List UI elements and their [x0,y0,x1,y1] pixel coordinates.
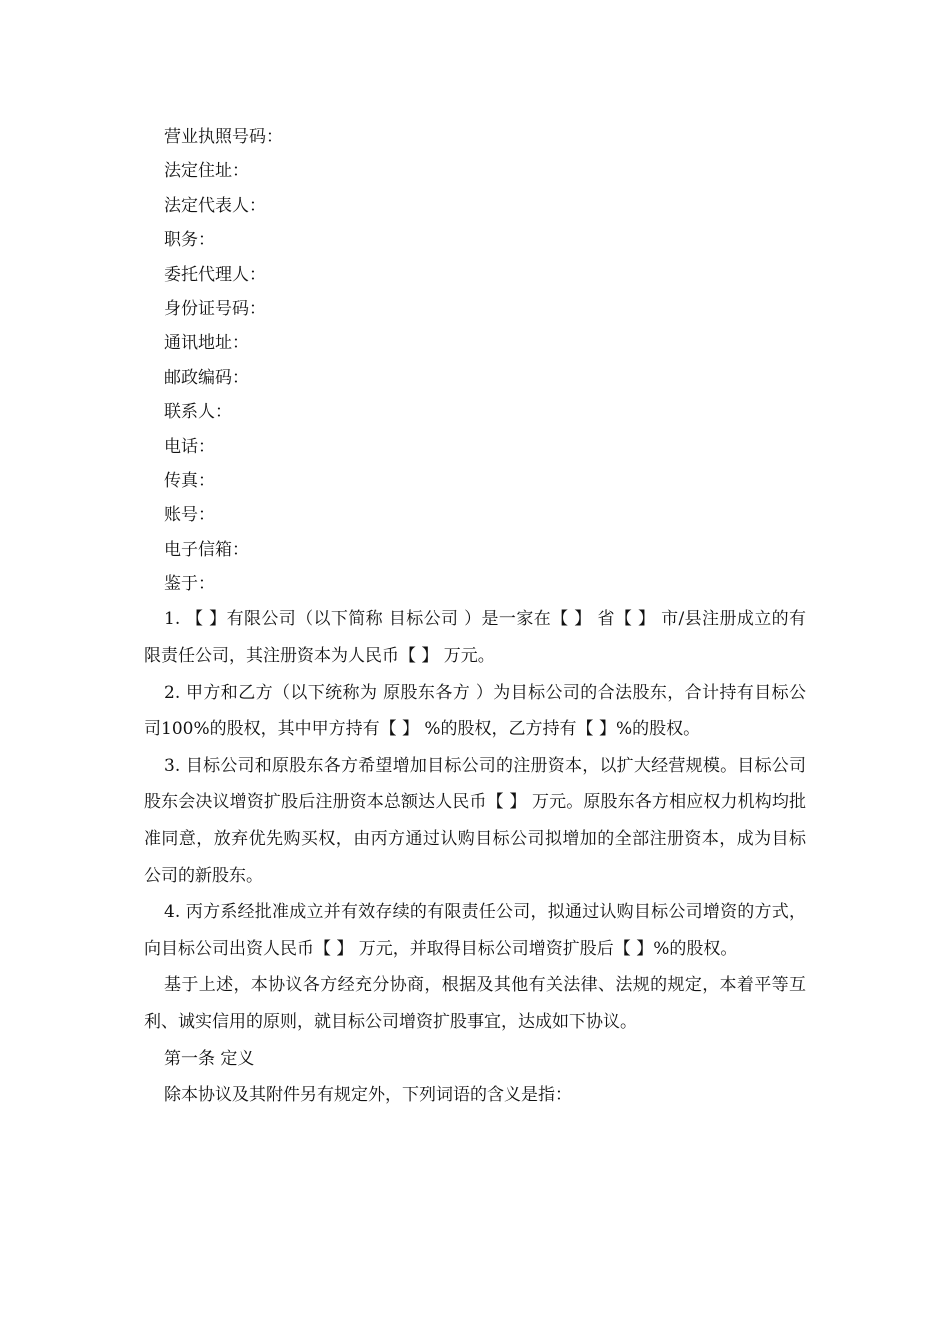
article-1-heading: 第一条 定义 [164,1048,255,1069]
field-contact-person: 联系人： [164,402,232,423]
field-business-license-number: 营业执照号码： [164,127,283,147]
recital-1: 1. 【 】有限公司（以下简称 目标公司 ）是一家在【 】 省【 】 市/县注册成立的有限责任公司，其注册资本为人民币【 】 万元。 [144,609,806,667]
recital-3: 3. 目标公司和原股东各方希望增加目标公司的注册资本，以扩大经营规模。目标公司股东会决议增资扩股后注册资本总额达人民币【 】 万元。原股东各方相应权力机构均批准同意，放弃优先购买权，由丙方通过认购目标公司拟增加的全部注册资本，成为目标公司的新股东。 [144,755,806,886]
field-mailing-address: 通讯地址： [164,333,249,354]
field-authorized-agent: 委托代理人： [164,264,266,285]
field-fax: 传真： [164,470,215,491]
definitions-intro: 除本协议及其附件另有规定外，下列词语的含义是指： [164,1085,572,1106]
document-body [144,120,806,1114]
basis-paragraph: 基于上述，本协议各方经充分协商，根据及其他有关法律、法规的规定，本着平等互利、诚实信用的原则，就目标公司增资扩股事宜，达成如下协议。 [144,975,806,1032]
recital-4: 4. 丙方系经批准成立并有效存续的有限责任公司，拟通过认购目标公司增资的方式，向目标公司出资人民币【 】 万元，并取得目标公司增资扩股后【 】%的股权。 [144,902,806,959]
field-email: 电子信箱： [164,539,249,560]
recital-2: 2. 甲方和乙方（以下统称为 原股东各方 ）为目标公司的合法股东，合计持有目标公司100%的股权，其中甲方持有【 】 %的股权，乙方持有【 】%的股权。 [144,682,806,740]
field-account-number: 账号： [164,505,215,526]
field-telephone: 电话： [164,436,215,457]
field-id-number: 身份证号码： [164,298,266,319]
field-legal-address: 法定住址： [164,161,249,182]
field-legal-representative: 法定代表人： [164,195,266,216]
field-position: 职务： [164,230,215,251]
field-postal-code: 邮政编码： [164,367,249,388]
whereas-heading: 鉴于： [164,574,215,595]
